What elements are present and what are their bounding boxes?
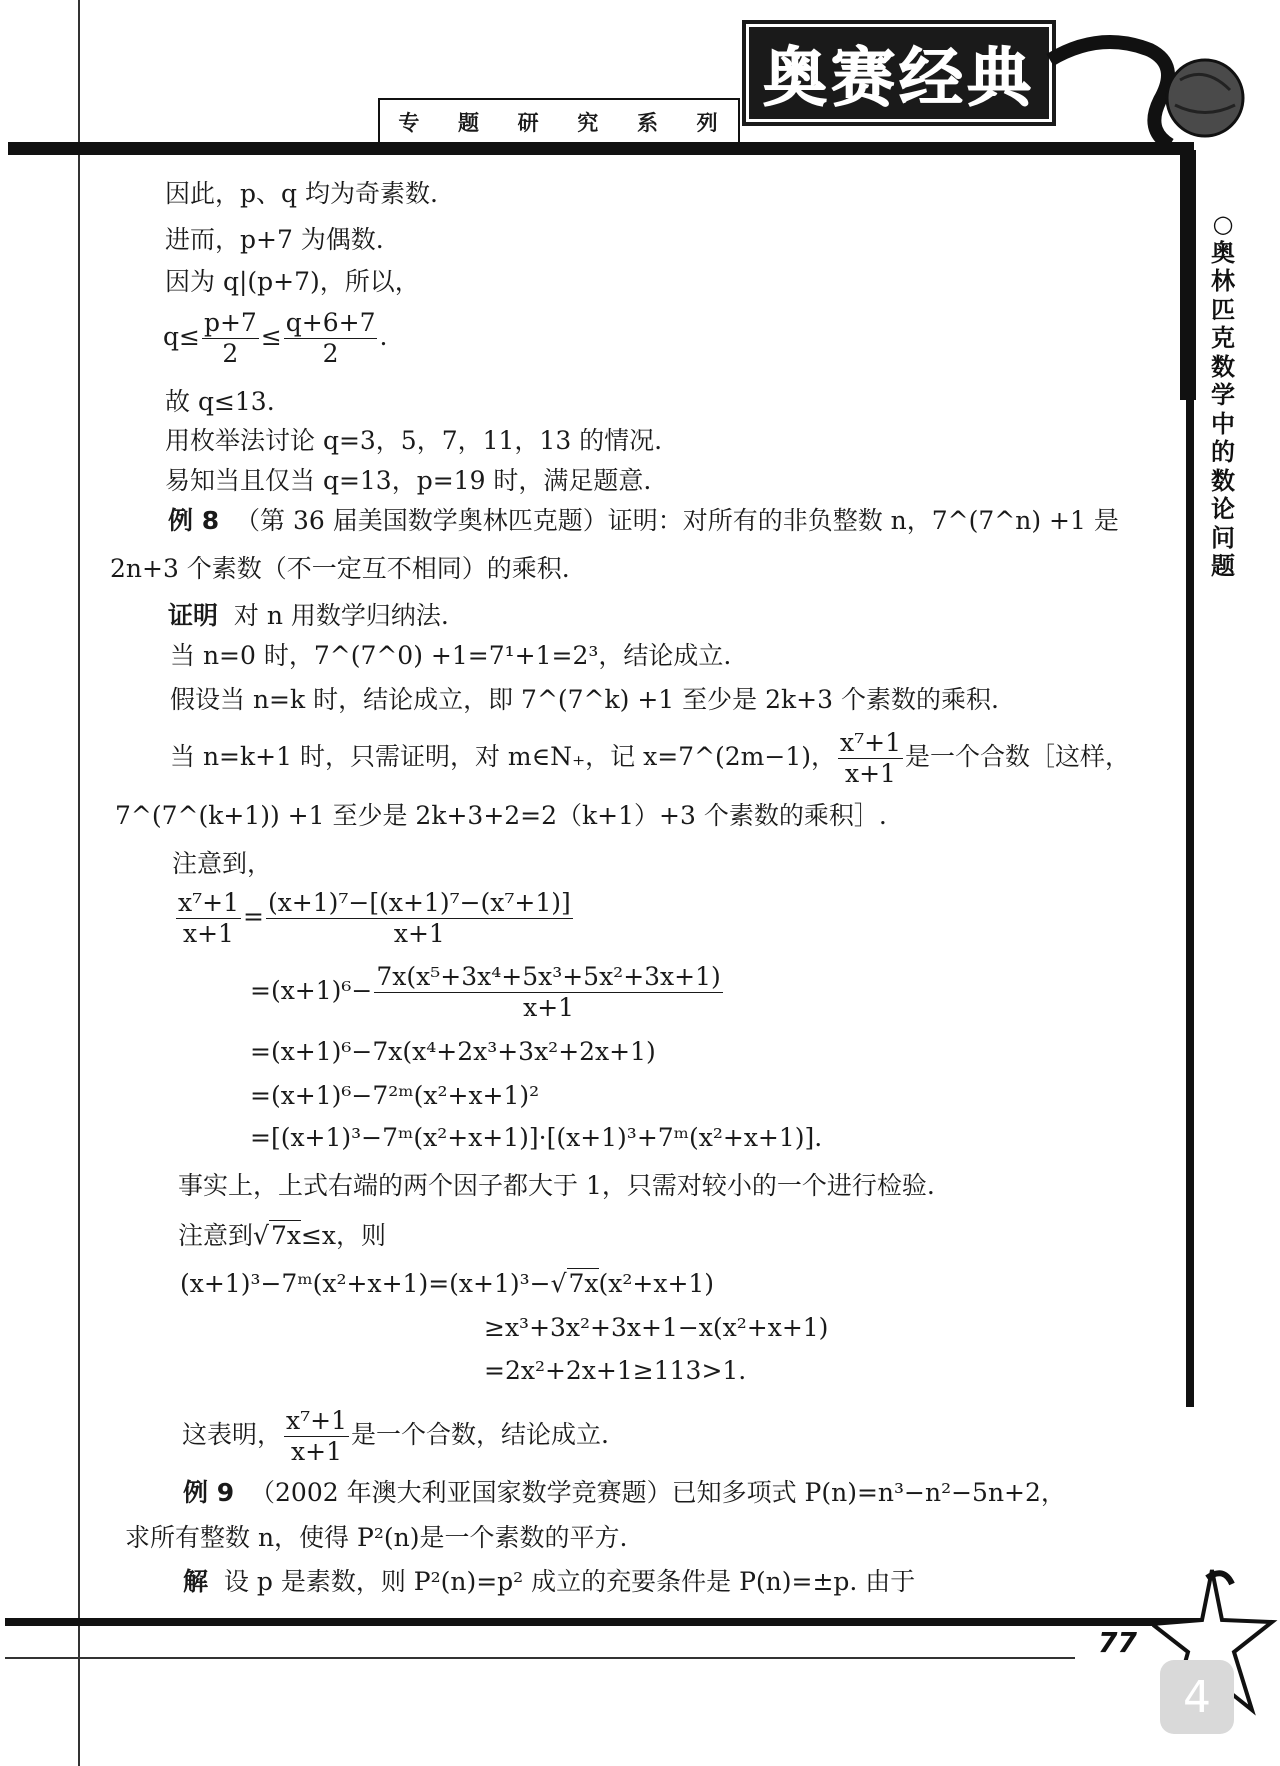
example-label: 例 8 xyxy=(168,506,220,535)
equation-line: $\frac{\text{x⁷+1}}{x+1}$ = $\frac{\text{(x+1)⁷−[(x+1)⁷−(x⁷+1)]}}{x+1}$ xyxy=(178,888,571,948)
text-line: 事实上，上式右端的两个因子都大于 1，只需对较小的一个进行检验. xyxy=(178,1171,935,1200)
sqrt-content: 7x xyxy=(270,1221,301,1250)
decorative-swirl-icon xyxy=(1040,20,1250,150)
page-number: 77 xyxy=(1098,1626,1137,1659)
text-line: 故 q≤13. xyxy=(165,387,275,416)
text-fragment: 对 n 用数学归纳法. xyxy=(233,601,449,630)
footer-rule xyxy=(5,1618,1215,1626)
text-fragment: (x+1)³−7ᵐ(x²+x+1)=(x+1)³− xyxy=(180,1269,551,1298)
right-black-tab xyxy=(1180,150,1196,400)
text-line: 假设当 n=k 时，结论成立，即 7^(7^k) +1 至少是 2k+3 个素数的乘积. xyxy=(170,685,999,714)
text-line: 进而，p+7 为偶数. xyxy=(165,225,384,254)
text-fragment: （第 36 届美国数学奥林匹克题）证明：对所有的非负整数 n，7^(7^n) +1 是 xyxy=(235,506,1119,535)
sidebar-char: 的 xyxy=(1211,438,1235,466)
fraction xyxy=(284,1406,349,1467)
fraction xyxy=(838,728,903,789)
header-rule xyxy=(8,142,1193,155)
text-fragment: 是一个合数［这样， xyxy=(904,742,1130,771)
sidebar-char: 论 xyxy=(1211,495,1235,523)
series-char: 究 xyxy=(577,111,601,135)
fraction xyxy=(202,308,259,369)
inequality-line: (x+1)³−7ᵐ(x²+x+1)=(x+1)³−√7x(x²+x+1) xyxy=(180,1269,715,1298)
fraction xyxy=(374,962,722,1023)
proof-label: 证明 xyxy=(168,601,219,630)
sidebar-chapter-title xyxy=(1204,210,1242,581)
text-line xyxy=(182,1406,609,1467)
book-title-banner xyxy=(742,20,1056,126)
sqrt-content: 7x xyxy=(568,1269,599,1298)
inequality-line xyxy=(163,308,387,369)
numerator: 7x(x⁵+3x⁴+5x³+5x²+3x+1) xyxy=(376,962,721,991)
series-char: 专 xyxy=(398,111,422,135)
solution-label: 解 xyxy=(183,1567,209,1596)
series-label xyxy=(378,98,740,144)
text-fragment: 注意到 xyxy=(178,1221,254,1250)
solution-line xyxy=(183,1566,915,1598)
sidebar-char: 匹 xyxy=(1211,295,1235,324)
denominator: 2 xyxy=(222,339,239,368)
sidebar-char: 问 xyxy=(1211,523,1235,552)
sidebar-char: 数 xyxy=(1211,352,1235,381)
sidebar-char: 奥 xyxy=(1211,238,1235,267)
sidebar-char: 数 xyxy=(1211,466,1235,495)
page-badge: 4 xyxy=(1160,1660,1234,1734)
text-line: 用枚举法讨论 q=3，5，7，11，13 的情况. xyxy=(165,426,663,455)
inequality-line: ≥x³+3x²+3x+1−x(x²+x+1) xyxy=(484,1313,829,1342)
text-fragment: （2002 年澳大利亚国家数学竞赛题）已知多项式 P(n)=n³−n²−5n+2， xyxy=(250,1478,1066,1507)
denominator: x+1 xyxy=(183,919,234,948)
fraction xyxy=(284,308,378,369)
text-fragment: ≤ xyxy=(260,322,282,351)
series-char: 研 xyxy=(517,111,541,135)
denominator: x+1 xyxy=(291,1437,342,1466)
numerator: x⁷+1 xyxy=(840,728,901,757)
numerator: q+6+7 xyxy=(285,308,376,337)
denominator: 2 xyxy=(322,339,339,368)
denominator: x+1 xyxy=(393,919,445,948)
text-line: 因为 q|(p+7)，所以， xyxy=(165,267,420,296)
equation-line: =(x+1)⁶−7x(x⁴+2x³+3x²+2x+1) xyxy=(250,1037,656,1066)
text-line: 求所有整数 n，使得 P²(n)是一个素数的平方. xyxy=(125,1523,628,1552)
example-8-line xyxy=(168,505,1119,537)
text-fragment: 设 p 是素数，则 P²(n)=p² 成立的充要条件是 P(n)=±p. 由于 xyxy=(223,1567,916,1596)
text-line: 注意到， xyxy=(172,849,273,878)
numerator: x⁷+1 xyxy=(178,888,239,917)
text-fragment: 是一个合数，结论成立. xyxy=(351,1420,609,1449)
equation-line xyxy=(250,962,725,1023)
text-fragment: q≤ xyxy=(163,322,200,351)
text-line: 当 n=0 时，7^(7^0) +1=7¹+1=2³，结论成立. xyxy=(170,641,732,670)
equation-line: =(x+1)⁶−7²ᵐ(x²+x+1)² xyxy=(250,1081,540,1110)
example-9-line xyxy=(183,1477,1066,1509)
text-fragment: ≤x，则 xyxy=(300,1221,387,1250)
text-line: 因此，p、q 均为奇素数. xyxy=(165,179,438,208)
text-line: 2n+3 个素数（不一定互不相同）的乘积. xyxy=(110,554,570,583)
left-margin-line xyxy=(78,0,80,1766)
numerator: (x+1)⁷−[(x+1)⁷−(x⁷+1)] xyxy=(267,888,571,917)
sidebar-char: ○ xyxy=(1212,210,1234,238)
text-line: 注意到√7x≤x，则 xyxy=(178,1221,387,1250)
text-fragment: (x²+x+1) xyxy=(598,1269,715,1298)
fraction xyxy=(176,888,241,949)
text-fragment: . xyxy=(379,322,388,351)
text-line: 7^(7^(k+1)) +1 至少是 2k+3+2=2（k+1）+3 个素数的乘积］. xyxy=(115,801,887,830)
series-char: 题 xyxy=(457,111,481,135)
denominator: x+1 xyxy=(845,759,896,788)
text-fragment: 当 n=k+1 时，只需证明，对 m∈N₊，记 x=7^(2m−1)， xyxy=(170,742,836,771)
text-fragment: 这表明， xyxy=(182,1420,283,1449)
numerator: x⁷+1 xyxy=(286,1406,347,1435)
fraction xyxy=(266,888,573,949)
example-label: 例 9 xyxy=(183,1478,235,1507)
sidebar-char: 题 xyxy=(1211,552,1235,580)
sidebar-char: 中 xyxy=(1211,409,1235,438)
series-char: 列 xyxy=(696,111,720,135)
sidebar-char: 学 xyxy=(1211,381,1235,409)
inequality-line: =2x²+2x+1≥113>1. xyxy=(484,1356,747,1385)
sidebar-char: 林 xyxy=(1211,267,1235,295)
book-title: 奥赛经典 xyxy=(763,42,1035,116)
text-line xyxy=(170,728,1130,789)
proof-line xyxy=(168,600,449,632)
series-char: 系 xyxy=(636,111,660,135)
numerator: p+7 xyxy=(203,308,257,337)
text-fragment: =(x+1)⁶− xyxy=(250,976,373,1005)
text-line: 易知当且仅当 q=13，p=19 时，满足题意. xyxy=(165,466,652,495)
footer-thin-rule xyxy=(5,1657,1075,1659)
sidebar-char: 克 xyxy=(1211,324,1235,352)
denominator: x+1 xyxy=(523,993,575,1022)
equation-line: =[(x+1)³−7ᵐ(x²+x+1)]·[(x+1)³+7ᵐ(x²+x+1)]. xyxy=(250,1123,823,1152)
